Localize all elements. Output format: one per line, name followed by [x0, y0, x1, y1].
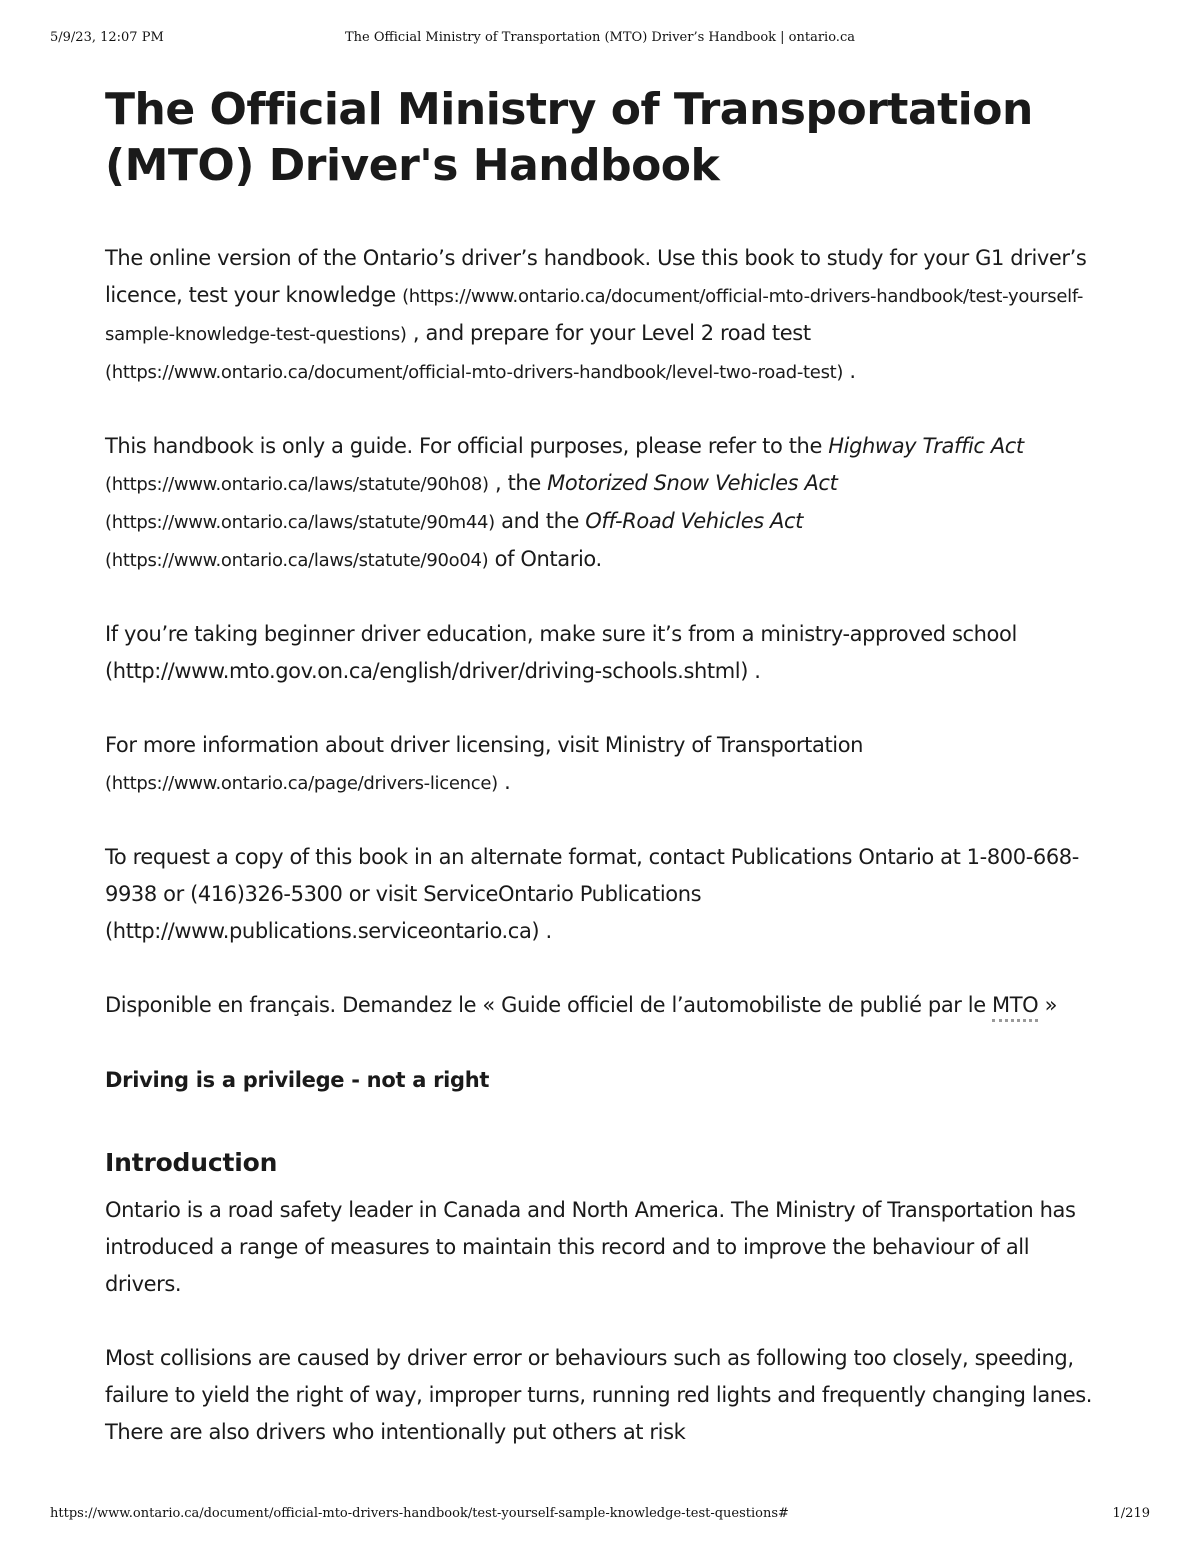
road-safety-paragraph: Ontario is a road safety leader in Canada and North America. The Ministry of Transportation has introduced a range of measures to maintain this record and to improve the behaviour of all drivers.: [105, 1198, 1076, 1296]
driving-schools-link[interactable]: (http://www.mto.gov.on.ca/english/driver/driving-schools.shtml): [105, 659, 749, 683]
licensing-info-text-2: .: [497, 770, 511, 794]
intro-text-2: , and prepare for your Level 2 road test: [406, 321, 811, 345]
french-availability-paragraph: [105, 987, 1095, 1024]
disclaimer-text-2: , the: [488, 471, 548, 495]
article-content: [105, 82, 1095, 1451]
collisions-paragraph: Most collisions are caused by driver error or behaviours such as following too closely, speeding, failure to yield the right of way, improper turns, running red lights and frequently changing lanes. There are also drivers who intentionally put others at risk: [105, 1346, 1093, 1444]
drivers-licence-link[interactable]: (https://www.ontario.ca/page/drivers-licence): [105, 773, 498, 794]
driver-education-text-2: .: [748, 659, 761, 683]
intro-text-3: .: [843, 359, 856, 383]
print-url: https://www.ontario.ca/document/official-mto-drivers-handbook/test-yourself-sample-knowledge-test-questions#: [50, 1506, 789, 1521]
mto-abbreviation[interactable]: MTO: [992, 993, 1038, 1022]
highway-traffic-act-title: Highway Traffic Act: [828, 434, 1024, 458]
licensing-info-text: For more information about driver licensing, visit Ministry of Transportation: [105, 733, 864, 757]
disclaimer-text: This handbook is only a guide. For official purposes, please refer to the: [105, 434, 829, 458]
page-title-line2: (MTO) Driver's Handbook: [105, 140, 720, 191]
road-test-link[interactable]: (https://www.ontario.ca/document/official-mto-drivers-handbook/level-two-road-test): [105, 362, 844, 383]
intro-text: The online version of the Ontario’s driver’s handbook. Use this book to study for your G1 driver’s licence, test your knowledge: [105, 246, 1087, 307]
print-datetime: 5/9/23, 12:07 PM: [50, 30, 164, 45]
print-page-number: 1/219: [1112, 1506, 1150, 1521]
guide-disclaimer-paragraph: [105, 428, 1095, 579]
page-title-line1: The Official Ministry of Transportation: [105, 84, 1033, 135]
driver-education-text: If you’re taking beginner driver education, make sure it’s from a ministry-approved school: [105, 622, 1017, 646]
french-availability-text: Disponible en français. Demandez le « Guide officiel de l’automobiliste de publié par le: [105, 993, 993, 1017]
motorized-snow-vehicles-act-link[interactable]: (https://www.ontario.ca/laws/statute/90m44): [105, 512, 495, 533]
privilege-tagline: Driving is a privilege - not a right: [105, 1068, 490, 1092]
test-knowledge-link[interactable]: (https://www.ontario.ca/document/official-mto-drivers-handbook/test-yourself-sample-knowledge-test-questions): [105, 286, 1084, 345]
driver-education-paragraph: [105, 616, 1095, 690]
print-page-title: The Official Ministry of Transportation (MTO) Driver’s Handbook | ontario.ca: [345, 30, 855, 45]
page-title: [105, 82, 1095, 194]
intro-paragraph: [105, 240, 1095, 391]
alternate-format-paragraph: [105, 839, 1095, 950]
off-road-vehicles-act-title: Off-Road Vehicles Act: [585, 509, 803, 533]
french-availability-text-2: »: [1038, 993, 1058, 1017]
disclaimer-text-3: and the: [494, 509, 586, 533]
publications-link[interactable]: (http://www.publications.serviceontario.ca): [105, 919, 540, 943]
licensing-info-paragraph: [105, 727, 1095, 802]
highway-traffic-act-link[interactable]: (https://www.ontario.ca/laws/statute/90h08): [105, 474, 489, 495]
alternate-format-text: To request a copy of this book in an alternate format, contact Publications Ontario at 1-800-668-9938 or (416)326-5300 or visit ServiceOntario Publications: [105, 845, 1079, 906]
motorized-snow-vehicles-act-title: Motorized Snow Vehicles Act: [547, 471, 838, 495]
introduction-heading: Introduction: [105, 1148, 278, 1177]
alternate-format-text-2: .: [539, 919, 552, 943]
disclaimer-text-4: of Ontario.: [488, 547, 602, 571]
off-road-vehicles-act-link[interactable]: (https://www.ontario.ca/laws/statute/90o04): [105, 550, 489, 571]
